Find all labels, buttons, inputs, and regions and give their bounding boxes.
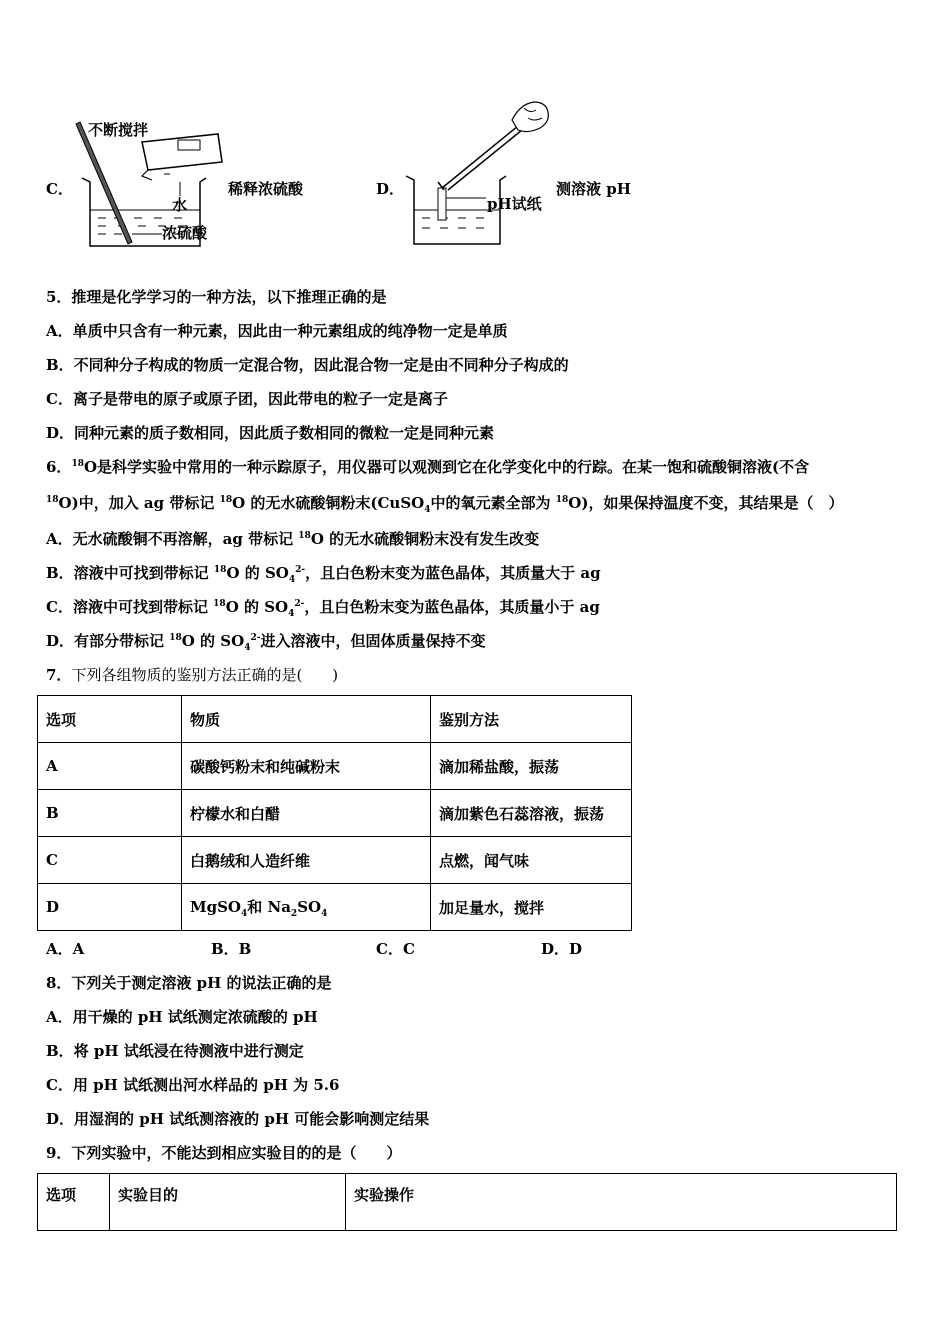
table-cell: 柠檬水和白醋 [182, 790, 431, 837]
table-row [38, 790, 632, 837]
table-cell: A [38, 743, 182, 790]
option-c-label: C． [46, 180, 73, 198]
q8-stem: 8．下列关于测定溶液 pH 的说法正确的是 [46, 974, 332, 992]
table-cell: 点燃，闻气味 [431, 837, 632, 884]
table-cell: 物质 [182, 696, 431, 743]
q6-stem-line1: 6．$^{18}$O是科学实验中常用的一种示踪原子，用仪器可以观测到它在化学变化中的行踪。在某一饱和硫酸铜溶液(不含 [46, 458, 810, 476]
q6-option-d: D．有部分带标记 $^{18}$O 的 $SO_4^{2-}$进入溶液中，但固体质量保持不变 [46, 632, 486, 653]
table-row [38, 743, 632, 790]
option-d-label: D． [376, 180, 405, 198]
q5-option-b: B．不同种分子构成的物质一定混合物，因此混合物一定是由不同种分子构成的 [46, 356, 569, 374]
q7-choice-d: D．D [541, 940, 583, 958]
q8-option-a: A．用干燥的 pH 试纸测定浓硫酸的 pH [46, 1008, 318, 1026]
table-cell: C [38, 837, 182, 884]
table-cell: D [38, 884, 182, 931]
ph-test-diagram [400, 98, 560, 250]
table-row [38, 884, 632, 931]
q7-choice-c: C．C [376, 940, 415, 958]
q8-option-b: B．将 pH 试纸浸在待测液中进行测定 [46, 1042, 304, 1060]
table-header-row [38, 1174, 897, 1231]
table-cell: 实验操作 [346, 1174, 897, 1231]
q5-stem: 5．推理是化学学习的一种方法，以下推理正确的是 [46, 288, 387, 306]
table-cell: MgSO$_4$和 $Na_2SO_4$ [182, 884, 431, 931]
table-cell: 加足量水，搅拌 [431, 884, 632, 931]
q7-choice-b: B．B [211, 940, 252, 958]
q7-table [37, 695, 632, 931]
q6-option-c: C．溶液中可找到带标记 $^{18}$O 的 $SO_4^{2-}$，且白色粉末变为蓝色晶体，其质量小于 ag [46, 598, 600, 619]
q7-choices [46, 938, 582, 959]
table-cell: 滴加紫色石蕊溶液，振荡 [431, 790, 632, 837]
table-cell: 选项 [38, 696, 182, 743]
table-cell: 实验目的 [110, 1174, 346, 1231]
ph-caption: 测溶液 pH [556, 180, 631, 198]
water-label: 水 [172, 196, 188, 214]
table-cell: 滴加稀盐酸，振荡 [431, 743, 632, 790]
table-cell: B [38, 790, 182, 837]
table-cell: 鉴别方法 [431, 696, 632, 743]
acid-label: 浓硫酸 [162, 224, 208, 242]
dilution-caption: 稀释浓硫酸 [228, 180, 304, 198]
table-cell: 选项 [38, 1174, 110, 1231]
q7-stem: 7．下列各组物质的鉴别方法正确的是( ) [46, 666, 339, 684]
q6-option-b: B．溶液中可找到带标记 $^{18}$O 的 $SO_4^{2-}$，且白色粉末变为蓝色晶体，其质量大于 ag [46, 564, 601, 585]
q6-stem-line2: $^{18}$O)中，加入 ag 带标记 $^{18}$O 的无水硫酸铜粉末(CuSO$_4$中的氧元素全部为 $^{18}$O)，如果保持温度不变，其结果是（ ） [46, 494, 844, 515]
table-header-row [38, 696, 632, 743]
q7-choice-a: A．A [46, 940, 85, 958]
table-row [38, 837, 632, 884]
q8-option-d: D．用湿润的 pH 试纸测溶液的 pH 可能会影响测定结果 [46, 1110, 430, 1128]
q5-option-a: A．单质中只含有一种元素，因此由一种元素组成的纯净物一定是单质 [46, 322, 508, 340]
ph-paper-label: pH试纸 [487, 195, 542, 213]
q9-table [37, 1173, 897, 1231]
q5-option-d: D．同种元素的质子数相同，因此质子数相同的微粒一定是同种元素 [46, 424, 495, 442]
table-cell: 碳酸钙粉末和纯碱粉末 [182, 743, 431, 790]
q9-stem: 9．下列实验中，不能达到相应实验目的的是（ ） [46, 1144, 402, 1162]
q5-option-c: C．离子是带电的原子或原子团，因此带电的粒子一定是离子 [46, 390, 448, 408]
stir-label: 不断搅拌 [88, 121, 149, 139]
table-cell: 白鹅绒和人造纤维 [182, 837, 431, 884]
q6-option-a: A．无水硫酸铜不再溶解，ag 带标记 $^{18}$O 的无水硫酸铜粉末没有发生改变 [46, 530, 540, 548]
q8-option-c: C．用 pH 试纸测出河水样品的 pH 为 5.6 [46, 1076, 340, 1094]
